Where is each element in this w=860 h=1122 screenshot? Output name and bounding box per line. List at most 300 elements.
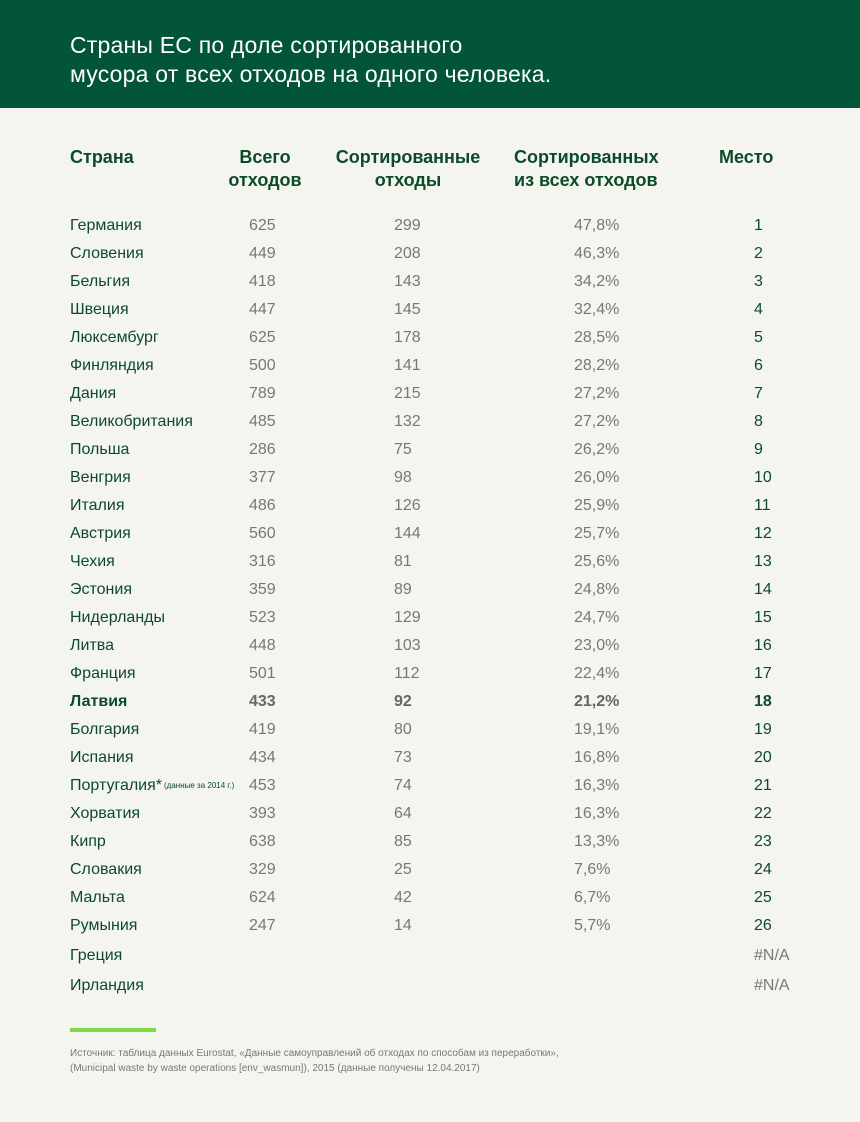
cell-sorted-text: 75 [394, 441, 412, 458]
table-row [0, 605, 860, 633]
cell-sorted [394, 553, 412, 571]
cell-total-text: 523 [249, 609, 276, 626]
cell-country [70, 413, 193, 431]
source-line-2: (Municipal waste by waste operations [env_wasmun]), 2015 (данные получены 12.04.2017) [70, 1063, 480, 1074]
cell-rank [754, 581, 772, 599]
cell-total [249, 553, 276, 571]
cell-country-text: Венгрия [70, 469, 131, 486]
cell-rank [754, 805, 772, 823]
cell-total [249, 469, 276, 487]
table-row [0, 943, 860, 971]
cell-country-text: Ирландия [70, 977, 144, 994]
cell-sorted [394, 777, 412, 795]
cell-sorted [394, 693, 412, 711]
page-header [0, 0, 860, 108]
cell-percent-text: 28,2% [574, 357, 620, 374]
table-row [0, 717, 860, 745]
cell-rank [754, 273, 763, 291]
cell-total [249, 721, 276, 739]
table-row [0, 773, 860, 801]
cell-rank [754, 749, 772, 767]
cell-country [70, 497, 124, 515]
cell-sorted-text: 64 [394, 805, 412, 822]
cell-total-text: 560 [249, 525, 276, 542]
cell-percent-text: 16,3% [574, 805, 620, 822]
cell-total-text: 447 [249, 301, 276, 318]
cell-sorted [394, 749, 412, 767]
cell-country-text: Швеция [70, 301, 129, 318]
cell-sorted [394, 441, 412, 459]
cell-total [249, 805, 276, 823]
cell-percent [574, 917, 610, 935]
cell-total [249, 525, 276, 543]
cell-total [249, 581, 276, 599]
table-row [0, 521, 860, 549]
cell-total-text: 453 [249, 777, 276, 794]
cell-rank [754, 553, 772, 571]
cell-rank-text: 1 [754, 217, 763, 234]
cell-sorted [394, 413, 421, 431]
cell-country-text: Бельгия [70, 273, 130, 290]
table-row [0, 829, 860, 857]
cell-total-text: 418 [249, 273, 276, 290]
cell-sorted [394, 301, 421, 319]
table-row [0, 577, 860, 605]
cell-sorted [394, 497, 421, 515]
cell-country [70, 329, 159, 347]
cell-sorted-text: 143 [394, 273, 421, 290]
table-row [0, 801, 860, 829]
cell-rank [754, 693, 772, 711]
cell-percent [574, 357, 619, 375]
cell-percent [574, 497, 619, 515]
cell-rank-text: 3 [754, 273, 763, 290]
accent-line [70, 1028, 156, 1032]
cell-percent [574, 777, 619, 795]
col-header-pct [514, 146, 659, 192]
cell-rank [754, 329, 763, 347]
cell-rank-text: 7 [754, 385, 763, 402]
cell-percent-text: 26,2% [574, 441, 620, 458]
cell-total-text: 500 [249, 357, 276, 374]
table-row [0, 297, 860, 325]
cell-percent [574, 329, 619, 347]
cell-total [249, 413, 276, 431]
cell-percent-text: 24,7% [574, 609, 620, 626]
cell-percent-text: 27,2% [574, 413, 620, 430]
cell-country-text: Кипр [70, 833, 106, 850]
table-row [0, 633, 860, 661]
col-header-sorted-l1: Сортированные [335, 147, 481, 167]
cell-percent-text: 22,4% [574, 665, 620, 682]
cell-percent [574, 273, 619, 291]
cell-rank-text: 25 [754, 889, 772, 906]
table-row [0, 493, 860, 521]
table-row [0, 973, 860, 1001]
col-header-rank [719, 146, 773, 169]
cell-total [249, 833, 276, 851]
cell-total-text: 789 [249, 385, 276, 402]
cell-total-text: 419 [249, 721, 276, 738]
cell-rank-text: 23 [754, 833, 772, 850]
cell-total [249, 609, 276, 627]
cell-sorted-text: 208 [394, 245, 421, 262]
cell-sorted [394, 637, 421, 655]
cell-percent [574, 441, 619, 459]
cell-total [249, 329, 276, 347]
cell-sorted-text: 144 [394, 525, 421, 542]
cell-rank [754, 637, 772, 655]
cell-country-text: Хорватия [70, 805, 141, 822]
cell-total-text: 434 [249, 749, 276, 766]
cell-rank [754, 609, 772, 627]
cell-country-text: Польша [70, 441, 130, 458]
cell-rank [754, 497, 771, 515]
cell-total [249, 665, 276, 683]
cell-percent-text: 26,0% [574, 469, 620, 486]
cell-sorted-text: 81 [394, 553, 412, 570]
cell-sorted-text: 112 [394, 665, 420, 682]
table-row [0, 689, 860, 717]
cell-percent-text: 34,2% [574, 273, 620, 290]
cell-rank [754, 665, 772, 683]
cell-percent [574, 553, 619, 571]
col-header-rank-l1: Место [719, 147, 774, 167]
cell-total-text: 359 [249, 581, 276, 598]
cell-total [249, 861, 276, 879]
table-row [0, 437, 860, 465]
cell-percent [574, 637, 619, 655]
cell-total [249, 273, 276, 291]
col-header-total-l1: Всего [239, 147, 291, 167]
table-row [0, 409, 860, 437]
cell-country-text: Латвия [70, 693, 128, 710]
cell-sorted [394, 329, 421, 347]
cell-country [70, 777, 234, 795]
cell-rank-text: 24 [754, 861, 772, 878]
source-note [70, 1046, 790, 1076]
cell-sorted [394, 721, 412, 739]
cell-sorted-text: 215 [394, 385, 421, 402]
cell-country-text: Эстония [70, 581, 132, 598]
col-header-country [70, 146, 134, 169]
cell-total-text: 286 [249, 441, 276, 458]
cell-rank-text: 8 [754, 413, 763, 430]
cell-percent [574, 805, 619, 823]
cell-sorted [394, 917, 412, 935]
cell-rank [754, 833, 772, 851]
table-row [0, 325, 860, 353]
cell-percent-text: 7,6% [574, 861, 611, 878]
cell-country-text: Греция [70, 947, 123, 964]
title-line-1: Страны ЕС по доле сортированного [70, 32, 463, 58]
cell-total [249, 637, 276, 655]
cell-country-text: Италия [70, 497, 125, 514]
cell-percent-text: 13,3% [574, 833, 620, 850]
cell-percent [574, 217, 619, 235]
cell-percent-text: 5,7% [574, 917, 611, 934]
cell-percent [574, 861, 610, 879]
cell-sorted-text: 85 [394, 833, 412, 850]
table-row [0, 913, 860, 941]
cell-rank-text: 20 [754, 749, 772, 766]
cell-country-text: Нидерланды [70, 609, 165, 626]
cell-rank-text: 6 [754, 357, 763, 374]
cell-rank-text: 15 [754, 609, 772, 626]
cell-country [70, 889, 125, 907]
cell-percent [574, 385, 619, 403]
cell-rank-text: 12 [754, 525, 772, 542]
cell-total [249, 217, 276, 235]
cell-percent [574, 693, 619, 711]
cell-country-text: Австрия [70, 525, 131, 542]
cell-country [70, 693, 127, 711]
cell-total-text: 329 [249, 861, 276, 878]
cell-rank [754, 245, 763, 263]
cell-country-text: Словения [70, 245, 144, 262]
cell-total-text: 485 [249, 413, 276, 430]
cell-sorted [394, 805, 412, 823]
cell-percent [574, 581, 619, 599]
cell-sorted-text: 132 [394, 413, 421, 430]
cell-sorted-text: 89 [394, 581, 412, 598]
cell-rank [754, 385, 763, 403]
cell-country-text: Финляндия [70, 357, 154, 374]
cell-rank [754, 977, 790, 995]
cell-country-text: Дания [70, 385, 117, 402]
cell-rank-text: 9 [754, 441, 763, 458]
cell-country [70, 609, 165, 627]
cell-percent [574, 721, 619, 739]
cell-percent [574, 301, 619, 319]
cell-rank-text: 14 [754, 581, 772, 598]
cell-sorted-text: 299 [394, 217, 421, 234]
cell-rank-text: 22 [754, 805, 772, 822]
cell-rank [754, 301, 763, 319]
cell-total [249, 497, 276, 515]
cell-sorted-text: 42 [394, 889, 412, 906]
cell-percent-text: 23,0% [574, 637, 620, 654]
cell-country-text: Болгария [70, 721, 140, 738]
cell-country [70, 245, 144, 263]
cell-total-text: 448 [249, 637, 276, 654]
cell-country [70, 833, 106, 851]
cell-sorted [394, 357, 421, 375]
cell-total [249, 357, 276, 375]
table-row [0, 465, 860, 493]
cell-sorted-text: 80 [394, 721, 412, 738]
cell-percent-text: 28,5% [574, 329, 620, 346]
cell-percent [574, 413, 619, 431]
cell-total-text: 625 [249, 329, 276, 346]
table-row [0, 353, 860, 381]
cell-country-text: Франция [70, 665, 136, 682]
cell-rank [754, 947, 790, 965]
cell-total-text: 449 [249, 245, 276, 262]
cell-country [70, 721, 139, 739]
cell-rank-text: #N/A [754, 977, 790, 994]
cell-rank-text: #N/A [754, 947, 790, 964]
cell-sorted [394, 833, 412, 851]
cell-country-text: Португалия* [70, 777, 162, 794]
cell-country [70, 665, 136, 683]
cell-rank-text: 10 [754, 469, 772, 486]
cell-country-text: Испания [70, 749, 134, 766]
table-row [0, 745, 860, 773]
cell-percent-text: 19,1% [574, 721, 620, 738]
cell-sorted [394, 385, 421, 403]
cell-percent-text: 25,7% [574, 525, 620, 542]
cell-rank-text: 16 [754, 637, 772, 654]
cell-sorted-text: 178 [394, 329, 421, 346]
cell-total [249, 693, 276, 711]
cell-total-text: 624 [249, 889, 276, 906]
cell-rank [754, 357, 763, 375]
table-row [0, 857, 860, 885]
cell-rank [754, 217, 763, 235]
cell-country-text: Люксембург [70, 329, 159, 346]
cell-rank [754, 469, 772, 487]
cell-total [249, 777, 276, 795]
cell-country [70, 385, 116, 403]
cell-rank-text: 2 [754, 245, 763, 262]
cell-percent-text: 25,9% [574, 497, 620, 514]
cell-country [70, 917, 137, 935]
cell-sorted [394, 889, 412, 907]
cell-country-text: Мальта [70, 889, 125, 906]
cell-sorted-text: 126 [394, 497, 421, 514]
cell-percent-text: 25,6% [574, 553, 620, 570]
cell-sorted-text: 92 [394, 693, 412, 710]
cell-total [249, 245, 276, 263]
cell-rank [754, 917, 772, 935]
cell-sorted [394, 245, 421, 263]
cell-country [70, 217, 142, 235]
table-header [0, 108, 860, 208]
cell-rank [754, 413, 763, 431]
cell-percent-text: 46,3% [574, 245, 620, 262]
cell-total-text: 486 [249, 497, 276, 514]
cell-percent-text: 32,4% [574, 301, 620, 318]
cell-country [70, 805, 140, 823]
col-header-pct-l2: из всех отходов [514, 170, 658, 190]
table-row [0, 213, 860, 241]
cell-rank [754, 721, 772, 739]
cell-rank-text: 18 [754, 693, 772, 710]
cell-percent [574, 609, 619, 627]
cell-sorted [394, 581, 412, 599]
col-header-pct-l1: Сортированных [514, 147, 659, 167]
cell-percent-text: 21,2% [574, 693, 620, 710]
cell-rank [754, 441, 763, 459]
cell-total [249, 301, 276, 319]
cell-country-text: Германия [70, 217, 142, 234]
cell-sorted [394, 665, 420, 683]
cell-percent-text: 24,8% [574, 581, 620, 598]
table-row [0, 241, 860, 269]
cell-total-text: 501 [249, 665, 276, 682]
cell-country [70, 581, 132, 599]
cell-percent-text: 16,3% [574, 777, 620, 794]
cell-percent [574, 665, 619, 683]
cell-sorted [394, 525, 421, 543]
cell-total-text: 625 [249, 217, 276, 234]
cell-sorted-text: 141 [394, 357, 421, 374]
title-line-2: мусора от всех отходов на одного человека. [70, 61, 552, 87]
cell-country [70, 441, 129, 459]
cell-rank-text: 5 [754, 329, 763, 346]
cell-country-text: Литва [70, 637, 114, 654]
cell-total [249, 749, 276, 767]
cell-rank [754, 861, 772, 879]
table-row [0, 549, 860, 577]
cell-country-text: Словакия [70, 861, 142, 878]
cell-country [70, 301, 129, 319]
table-row [0, 661, 860, 689]
cell-total-text: 377 [249, 469, 276, 486]
cell-total [249, 441, 276, 459]
cell-sorted-text: 25 [394, 861, 412, 878]
cell-percent [574, 245, 619, 263]
cell-percent-text: 16,8% [574, 749, 620, 766]
cell-rank [754, 777, 772, 795]
cell-total [249, 385, 276, 403]
col-header-country-l1: Страна [70, 147, 134, 167]
cell-sorted-text: 14 [394, 917, 412, 934]
cell-sorted [394, 217, 421, 235]
cell-rank-text: 11 [754, 497, 771, 514]
cell-rank-text: 4 [754, 301, 763, 318]
col-header-total [222, 146, 308, 192]
cell-percent [574, 833, 619, 851]
cell-rank-text: 26 [754, 917, 772, 934]
cell-percent [574, 469, 619, 487]
cell-rank [754, 889, 772, 907]
col-header-sorted [326, 146, 490, 192]
cell-country [70, 469, 131, 487]
country-note: (данные за 2014 г.) [164, 781, 235, 790]
cell-percent-text: 47,8% [574, 217, 620, 234]
cell-percent [574, 749, 619, 767]
cell-sorted [394, 273, 421, 291]
cell-rank [754, 525, 772, 543]
cell-rank-text: 17 [754, 665, 772, 682]
col-header-total-l2: отходов [228, 170, 302, 190]
table-row [0, 885, 860, 913]
cell-country [70, 553, 115, 571]
cell-country [70, 357, 154, 375]
cell-country [70, 749, 134, 767]
cell-rank-text: 19 [754, 721, 772, 738]
cell-total [249, 917, 276, 935]
cell-percent-text: 27,2% [574, 385, 620, 402]
cell-percent-text: 6,7% [574, 889, 611, 906]
cell-sorted-text: 73 [394, 749, 412, 766]
cell-country [70, 861, 142, 879]
cell-country-text: Чехия [70, 553, 115, 570]
cell-country [70, 525, 131, 543]
table-row [0, 381, 860, 409]
cell-sorted [394, 609, 421, 627]
table-row [0, 269, 860, 297]
source-line-1: Источник: таблица данных Eurostat, «Данные самоуправлений об отходах по способам из переработки», [70, 1048, 559, 1059]
cell-sorted-text: 98 [394, 469, 412, 486]
col-header-sorted-l2: отходы [374, 170, 442, 190]
cell-percent [574, 525, 619, 543]
cell-country-text: Великобритания [70, 413, 193, 430]
cell-country [70, 947, 122, 965]
cell-country-text: Румыния [70, 917, 138, 934]
